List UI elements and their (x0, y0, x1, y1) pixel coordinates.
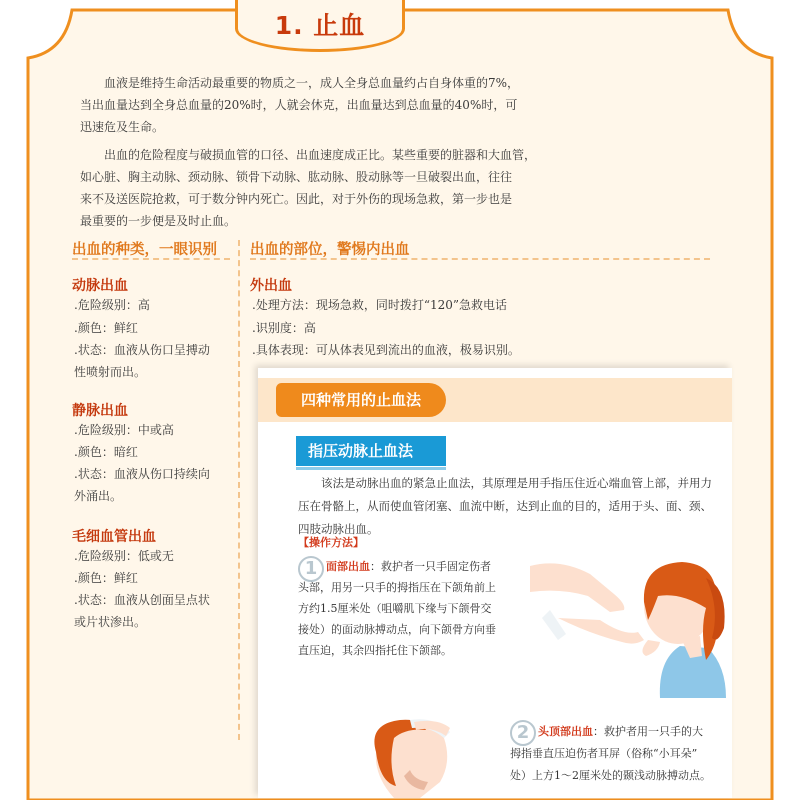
method-description (298, 472, 718, 541)
left-column-heading: 出血的种类，一眼识别 (72, 242, 217, 258)
external-bleeding-line-2: .识别度：高 (252, 321, 316, 335)
method-desc-line-3: 四肢动脉出血。 (298, 522, 379, 536)
type-capillary-title: 毛细血管出血 (72, 529, 156, 545)
type-venous-title: 静脉出血 (72, 403, 128, 419)
type-arterial-line-2: .颜色：鲜红 (74, 321, 138, 335)
step-1-line-1: ：救护者一只手固定伤者 (370, 560, 491, 573)
overlay-page-card (258, 368, 732, 798)
external-bleeding-line-3: .具体表现：可从体表见到流出的血液，极易识别。 (252, 343, 520, 357)
type-capillary-line-2: .颜色：鲜红 (74, 571, 138, 585)
step-1-line-4: 接处）的面动脉搏动点，向下颌骨方向垂 (298, 623, 496, 636)
right-heading-rule (250, 258, 710, 260)
step-1-line-2: 头部，用另一只手的拇指压在下颌角前上 (298, 581, 496, 594)
method-title: 指压动脉止血法 (296, 436, 446, 466)
intro-paragraph-1 (80, 72, 550, 138)
page-title: 1. 止血 (274, 11, 366, 40)
step-1-line-3: 方约1.5厘米处（咀嚼肌下缘与下颌骨交 (298, 602, 492, 615)
step-1-badge: 1 (298, 556, 324, 582)
step-2-line-2: 拇指垂直压迫伤者耳屏（俗称“小耳朵” (510, 747, 698, 760)
intro-p2-line-2: 如心脏、胸主动脉、颈动脉、锁骨下动脉、肱动脉、股动脉等一旦破裂出血，往往 (80, 170, 513, 184)
method-desc-line-1: 该法是动脉出血的紧急止血法，其原理是用手指压住近心端血管上部，并用力 (321, 476, 712, 490)
intro-p2-line-3: 来不及送医院抢救，可于数分钟内死亡。因此，对于外伤的现场急救，第一步也是 (80, 192, 513, 206)
step-1-text (326, 556, 536, 577)
step-1-key: 面部出血 (326, 560, 370, 573)
step-2-line-1: ：救护者用一只手的大 (593, 725, 703, 738)
intro-p1-line-1: 血液是维持生命活动最重要的物质之一，成人全身总血量约占自身体重的7%， (104, 76, 520, 90)
external-bleeding-line-1: .处理方法：现场急救，同时拨打“120”急救电话 (252, 298, 507, 312)
type-arterial-line-4: 性喷射而出。 (74, 365, 147, 379)
column-divider (238, 240, 240, 740)
head-pressure-illustration (354, 716, 464, 798)
intro-text (80, 72, 550, 238)
right-column-heading: 出血的部位，警惕内出血 (250, 242, 410, 258)
step-1-line-5: 直压迫，其余四指托住下颌部。 (298, 644, 452, 657)
method-desc-line-2: 压在骨骼上，从而使血管闭塞、血流中断，达到止血的目的，适用于头、面、颈、 (298, 499, 712, 513)
operation-heading: 【操作方法】 (298, 536, 364, 549)
step-2-line-3: 处）上方1～2厘米处的颞浅动脉搏动点。 (510, 769, 711, 782)
left-heading-rule (72, 258, 230, 260)
intro-p2-line-4: 最重要的一步便是及时止血。 (80, 214, 237, 228)
type-arterial-line-3: .状态：血液从伤口呈搏动 (74, 343, 210, 357)
type-venous-line-3: .状态：血液从伤口持续向 (74, 467, 210, 481)
type-venous-line-2: .颜色：暗红 (74, 445, 138, 459)
type-capillary-line-1: .危险级别：低或无 (74, 549, 174, 563)
step-2-badge: 2 (510, 720, 536, 746)
face-pressure-illustration (530, 548, 730, 698)
intro-p2-line-1: 出血的危险程度与破损血管的口径、出血速度成正比。某些重要的脏器和大血管， (104, 148, 537, 162)
title-tab (235, 0, 405, 52)
type-capillary-line-4: 或片状渗出。 (74, 615, 147, 629)
type-arterial-line-1: .危险级别：高 (74, 298, 150, 312)
external-bleeding-title: 外出血 (250, 278, 292, 294)
intro-p1-line-2: 当出血量达到全身总血量的20%时，人就会休克，出血量达到总血量的40%时，可 (80, 98, 518, 112)
step-2-key: 头顶部出血 (538, 725, 593, 738)
type-capillary-line-3: .状态：血液从创面呈点状 (74, 593, 210, 607)
intro-p1-line-3: 迅速危及生命。 (80, 120, 165, 134)
card-section-tag: 四种常用的止血法 (276, 383, 446, 417)
type-arterial-title: 动脉出血 (72, 278, 128, 294)
step-2-text (538, 721, 733, 742)
intro-paragraph-2 (80, 144, 550, 232)
type-venous-line-4: 外涌出。 (74, 489, 123, 503)
type-venous-line-1: .危险级别：中或高 (74, 423, 174, 437)
